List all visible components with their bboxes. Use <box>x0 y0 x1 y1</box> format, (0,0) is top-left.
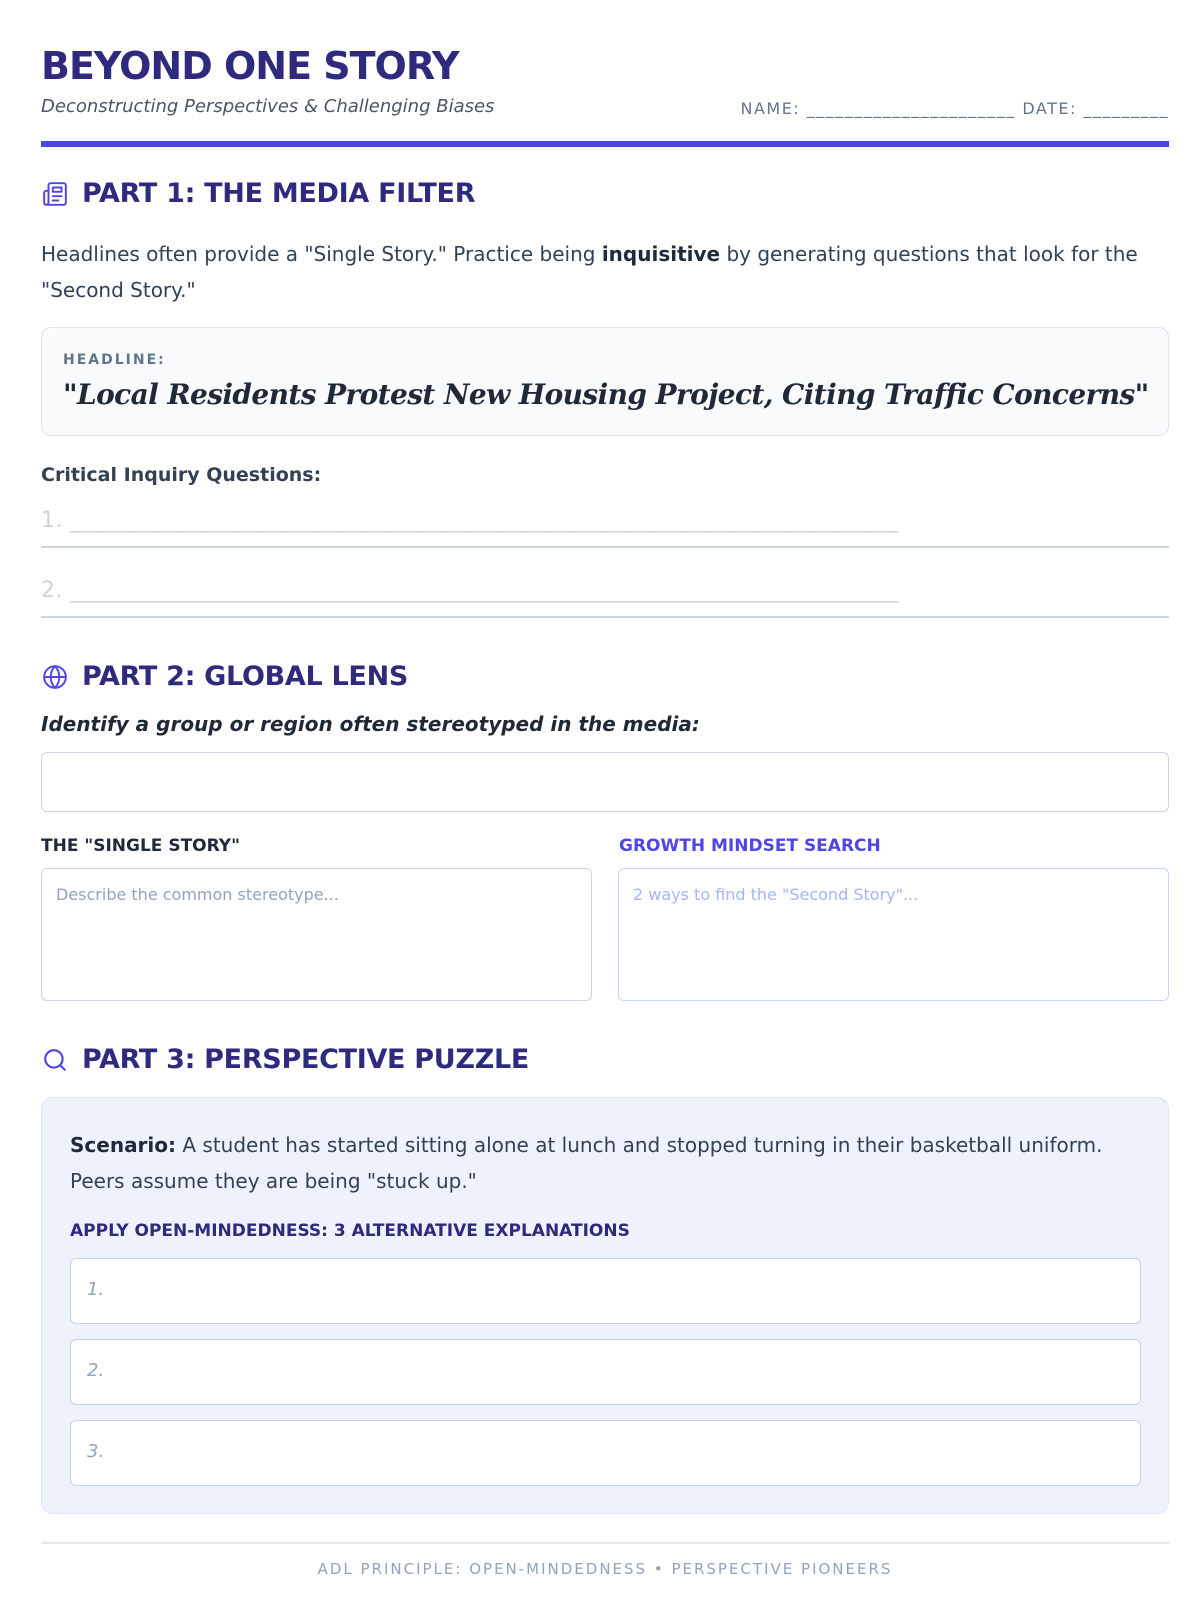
headline-kicker: HEADLINE: <box>63 352 166 368</box>
single-story-placeholder: Describe the common stereotype... <box>56 885 339 904</box>
part1-heading <box>41 178 475 209</box>
page-subtitle: Deconstructing Perspectives & Challenging Biases <box>41 96 495 117</box>
globe-icon <box>41 663 69 691</box>
growth-mindset-textarea[interactable] <box>618 868 1169 1001</box>
growth-mindset-label: GROWTH MINDSET SEARCH <box>619 836 881 856</box>
alternative-input-2[interactable] <box>70 1339 1141 1405</box>
page-title: BEYOND ONE STORY <box>41 44 459 88</box>
alternative-2-number: 2. <box>87 1360 105 1381</box>
single-story-textarea[interactable] <box>41 868 592 1001</box>
part2-title: PART 2: GLOBAL LENS <box>82 661 409 692</box>
part3-title: PART 3: PERSPECTIVE PUZZLE <box>82 1044 530 1075</box>
headline-text: "Local Residents Protest New Housing Project, Citing Traffic Concerns" <box>63 378 1149 411</box>
footer-divider <box>41 1542 1169 1544</box>
header-divider <box>41 141 1169 147</box>
part1-intro: Headlines often provide a "Single Story." Practice being inquisitive by generating questions that look for the "Second Story." <box>41 242 1138 302</box>
question-1-placeholder: 1. ________________________________________________________________________ <box>41 508 899 533</box>
growth-mindset-placeholder: 2 ways to find the "Second Story"... <box>633 885 919 904</box>
part1-title: PART 1: THE MEDIA FILTER <box>82 178 476 209</box>
perspective-puzzle-panel <box>41 1097 1169 1514</box>
alternative-input-3[interactable] <box>70 1420 1141 1486</box>
question-line-2[interactable] <box>41 574 1169 618</box>
questions-label: Critical Inquiry Questions: <box>41 464 322 486</box>
alternatives-label: APPLY OPEN-MINDEDNESS: 3 ALTERNATIVE EXPLANATIONS <box>70 1221 630 1241</box>
stereotyped-group-input[interactable] <box>41 752 1169 812</box>
part2-heading <box>41 661 408 692</box>
alternative-3-number: 3. <box>87 1441 105 1462</box>
question-2-placeholder: 2. ________________________________________________________________________ <box>41 578 899 603</box>
search-icon <box>41 1046 69 1074</box>
part3-heading <box>41 1044 529 1075</box>
alternative-input-1[interactable] <box>70 1258 1141 1324</box>
headline-card <box>41 327 1169 436</box>
footer-text: ADL PRINCIPLE: OPEN-MINDEDNESS • PERSPECTIVE PIONEERS <box>317 1560 893 1578</box>
question-line-1[interactable] <box>41 504 1169 548</box>
newspaper-icon <box>41 180 69 208</box>
alternative-1-number: 1. <box>87 1279 105 1300</box>
single-story-label: THE "SINGLE STORY" <box>41 836 240 856</box>
scenario-text: Scenario: A student has started sitting alone at lunch and stopped turning in their basketball uniform. Peers assume they are being "stuck up." <box>70 1133 1103 1193</box>
name-date-field[interactable]: NAME: ______________________ DATE: _________ <box>740 99 1169 118</box>
stereotype-prompt: Identify a group or region often stereotyped in the media: <box>41 712 700 736</box>
